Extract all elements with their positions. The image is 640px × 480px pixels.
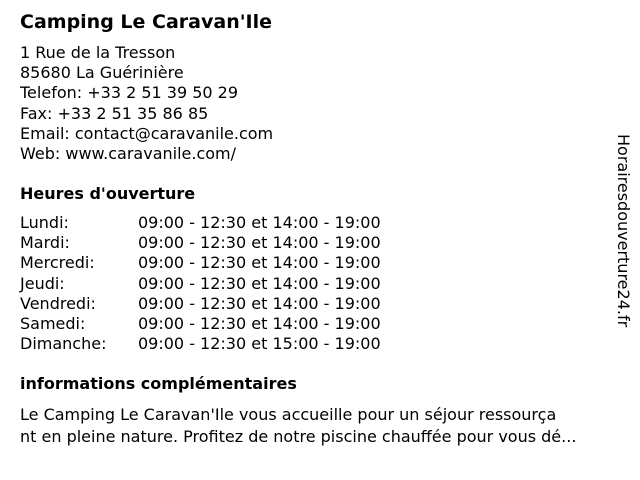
day-label: Mercredi: xyxy=(20,253,95,273)
day-label: Lundi: xyxy=(20,213,69,232)
time-range: 09:00 - 12:30 et 14:00 - 19:00 xyxy=(138,213,381,232)
opening-hours-table xyxy=(20,213,381,354)
phone-number: Telefon: +33 2 51 39 50 29 xyxy=(20,83,239,103)
additional-info-heading: informations complémentaires xyxy=(20,374,297,393)
page-title: Camping Le Caravan'Ile xyxy=(20,11,273,33)
time-range: 09:00 - 12:30 et 14:00 - 19:00 xyxy=(138,253,381,273)
day-label: Mardi: xyxy=(20,233,70,253)
hours-row-friday xyxy=(20,294,381,314)
hours-row-saturday xyxy=(20,314,381,334)
hours-row-thursday xyxy=(20,274,381,294)
time-range: 09:00 - 12:30 et 14:00 - 19:00 xyxy=(138,233,381,253)
time-range: 09:00 - 12:30 et 14:00 - 19:00 xyxy=(138,314,381,334)
opening-hours-heading: Heures d'ouverture xyxy=(20,184,196,203)
hours-row-wednesday xyxy=(20,253,381,273)
site-watermark: Horairesdouverture24.fr xyxy=(614,134,633,328)
hours-row-tuesday xyxy=(20,233,381,253)
email-address: Email: contact@caravanile.com xyxy=(20,123,274,143)
day-label: Jeudi: xyxy=(20,273,65,293)
time-range: 09:00 - 12:30 et 14:00 - 19:00 xyxy=(138,273,381,293)
contact-block xyxy=(20,43,273,164)
day-label: Vendredi: xyxy=(20,293,96,313)
address-street: 1 Rue de la Tresson xyxy=(20,43,176,62)
description-line: nt en pleine nature. Profitez de notre piscine chauffée pour vous dé... xyxy=(20,426,577,446)
address-city: 85680 La Guérinière xyxy=(20,63,184,83)
time-range: 09:00 - 12:30 et 14:00 - 19:00 xyxy=(138,293,381,313)
time-range: 09:00 - 12:30 et 15:00 - 19:00 xyxy=(138,334,381,354)
fax-number: Fax: +33 2 51 35 86 85 xyxy=(20,103,209,123)
website-address: Web: www.caravanile.com/ xyxy=(20,144,237,164)
description-text xyxy=(20,404,630,447)
hours-row-monday xyxy=(20,213,381,233)
day-label: Dimanche: xyxy=(20,334,107,354)
day-label: Samedi: xyxy=(20,314,86,334)
description-line: Le Camping Le Caravan'Ile vous accueille pour un séjour ressourça xyxy=(20,405,557,424)
hours-row-sunday xyxy=(20,334,381,354)
